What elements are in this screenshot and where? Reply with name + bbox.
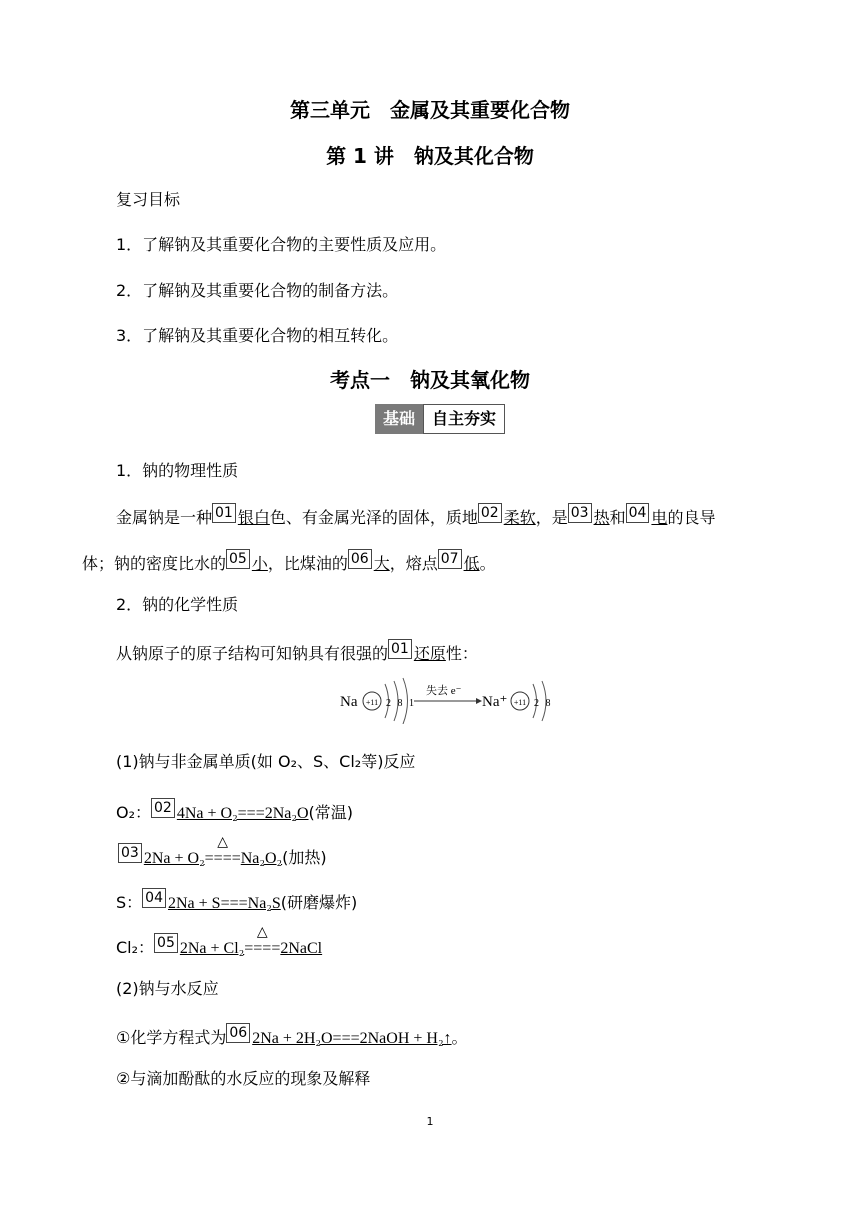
text: 色、有金属光泽的固体，质地 <box>269 508 478 527</box>
water-phenomenon: ②与滴加酚酞的水反应的现象及解释 <box>116 1069 371 1088</box>
phys-line-1 <box>116 505 715 529</box>
text: ，比煤油的 <box>267 554 348 573</box>
text: ①化学方程式为 <box>116 1028 227 1047</box>
equation: 2Na + 2H₂O===2NaOH + H₂↑ <box>252 1030 452 1047</box>
equation: 2Na + S===Na₂S <box>168 895 281 912</box>
blank-number: 03 <box>568 503 592 523</box>
chem-intro <box>116 641 478 665</box>
text: 从钠原子的原子结构可知钠具有很强的 <box>116 644 389 663</box>
text: 和 <box>609 508 626 527</box>
shells-left-label: 2 8 1 <box>386 698 416 709</box>
page-number: 1 <box>426 1115 434 1128</box>
nucleus-right-label: +11 <box>513 698 527 707</box>
diagram-na: Na <box>340 694 358 710</box>
text: 的良导 <box>667 508 716 527</box>
products: Na₂O₂ <box>240 850 283 867</box>
heat-icon: △ <box>217 835 229 850</box>
lesson-title: 第 1 讲 钠及其化合物 <box>326 144 534 168</box>
eq-s <box>116 890 357 914</box>
products: 2NaCl <box>280 940 323 957</box>
text: 。 <box>451 1028 468 1047</box>
phys-line-2 <box>82 551 496 575</box>
note: (常温) <box>308 803 354 822</box>
label: Cl₂： <box>116 938 155 957</box>
label: O₂： <box>116 803 152 822</box>
answer: 低 <box>463 554 480 573</box>
blank-number: 04 <box>626 503 650 523</box>
text: ，熔点 <box>389 554 438 573</box>
nucleus-left-label: +11 <box>365 698 379 707</box>
eq-o2-normal <box>116 800 353 824</box>
note: (研磨爆炸) <box>280 893 358 912</box>
equation <box>179 925 323 957</box>
blank-number: 04 <box>142 888 166 908</box>
text: 体；钠的密度比水的 <box>82 554 227 573</box>
badge <box>375 404 505 434</box>
note: (加热) <box>282 848 327 867</box>
sub-heading-2: (2)钠与水反应 <box>116 979 219 998</box>
section-title: 考点一 钠及其氧化物 <box>330 368 530 392</box>
blank-number: 05 <box>154 933 178 953</box>
blank-number: 02 <box>151 798 175 818</box>
heat-icon: △ <box>256 925 268 940</box>
answer: 小 <box>251 554 268 573</box>
arrow-label: 失去 e⁻ <box>426 685 462 697</box>
goal-2: 2．了解钠及其重要化合物的制备方法。 <box>116 281 399 300</box>
heat-equals: △ ==== <box>244 925 281 957</box>
answer: 电 <box>651 508 668 527</box>
answer: 柔软 <box>503 508 536 527</box>
equation <box>143 835 283 867</box>
badge-right: 自主夯实 <box>423 404 505 434</box>
text: 。 <box>479 554 496 573</box>
answer: 热 <box>593 508 610 527</box>
answer: 银白 <box>237 508 270 527</box>
reactants: 2Na + O₂ <box>143 850 205 867</box>
heat-equals: △ ==== <box>204 835 241 867</box>
answer: 大 <box>373 554 390 573</box>
eq-o2-heat <box>118 835 327 869</box>
blank-number: 07 <box>438 549 462 569</box>
unit-title: 第三单元 金属及其重要化合物 <box>290 98 570 122</box>
goal-3: 3．了解钠及其重要化合物的相互转化。 <box>116 326 399 345</box>
phys-heading: 1．钠的物理性质 <box>116 461 239 480</box>
review-label: 复习目标 <box>116 190 181 209</box>
chem-heading: 2．钠的化学性质 <box>116 595 239 614</box>
atom-structure-diagram <box>330 676 570 724</box>
label: S： <box>116 893 143 912</box>
reactants: 2Na + Cl₂ <box>179 940 245 957</box>
blank-number: 05 <box>226 549 250 569</box>
equation: 4Na + O₂===2Na₂O <box>176 805 309 822</box>
text: ，是 <box>535 508 568 527</box>
eq-water <box>116 1025 468 1049</box>
answer: 还原 <box>413 644 446 663</box>
shells-right-label: 2 8 <box>534 698 553 709</box>
blank-number: 01 <box>212 503 236 523</box>
diagram-na-ion: Na⁺ <box>482 694 508 710</box>
badge-left: 基础 <box>375 404 423 434</box>
blank-number: 02 <box>478 503 502 523</box>
text: 性： <box>445 644 478 663</box>
blank-number: 06 <box>348 549 372 569</box>
text: 金属钠是一种 <box>116 508 213 527</box>
blank-number: 01 <box>388 639 412 659</box>
goal-1: 1．了解钠及其重要化合物的主要性质及应用。 <box>116 235 447 254</box>
eq-cl2 <box>116 925 323 959</box>
blank-number: 06 <box>226 1023 250 1043</box>
sub-heading-1: (1)钠与非金属单质(如 O₂、S、Cl₂等)反应 <box>116 752 416 771</box>
blank-number: 03 <box>118 843 142 863</box>
